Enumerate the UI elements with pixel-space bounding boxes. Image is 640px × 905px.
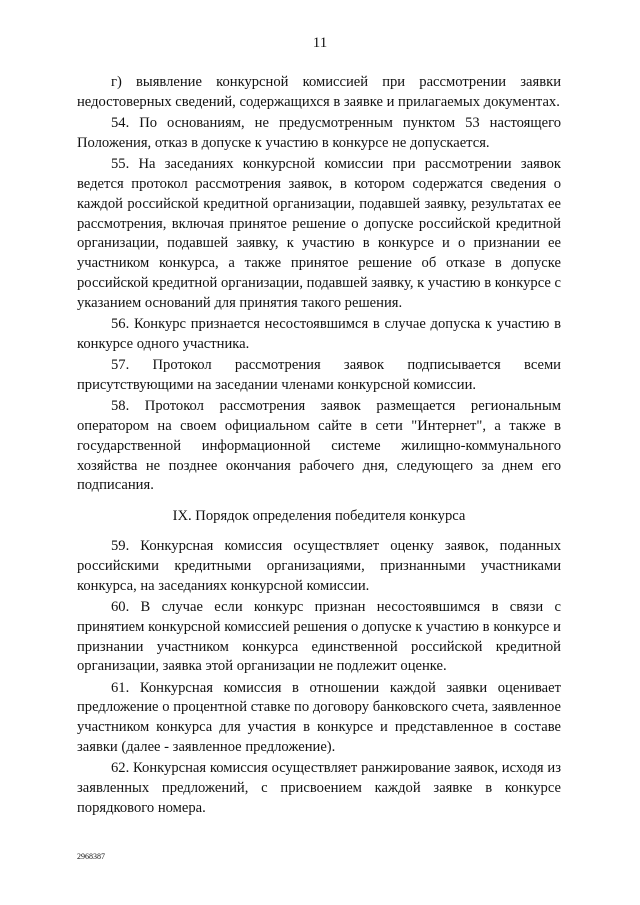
paragraph-57: 57. Протокол рассмотрения заявок подписывается всеми присутствующими на заседании членами конкурсной комиссии. (77, 357, 561, 393)
paragraph-62: 62. Конкурсная комиссия осуществляет ранжирование заявок, исходя из заявленных предложений, с присвоением каждой заявке в конкурсе порядкового номера. (77, 760, 561, 816)
section-heading: IX. Порядок определения победителя конкурса (172, 508, 466, 525)
paragraph-58: 58. Протокол рассмотрения заявок размещается региональным оператором на своем официальном сайте в сети "Интернет", а также в государственной информационной системе жилищно-коммунального хозяйства не позднее окончания рабочего дня, следующего за днем его подписания. (77, 398, 561, 494)
document-code: 2968387 (77, 852, 105, 861)
paragraph-61: 61. Конкурсная комиссия в отношении каждой заявки оценивает предложение о процентной ставке по договору банковского счета, заявленное участником конкурса для участия в конкурсе и представленное в составе заявки (далее - заявленное предложение). (77, 679, 561, 755)
paragraph-53g: г) выявление конкурсной комиссией при рассмотрении заявки недостоверных сведений, содержащихся в заявке и прилагаемых документах. (77, 74, 561, 110)
paragraph-60: 60. В случае если конкурс признан несостоявшимся в связи с принятием конкурсной комиссией решения о допуске к участию в конкурсе и признании участником конкурса единственной российской кредитной организации, заявка этой организации не подлежит оценке. (77, 598, 561, 675)
paragraph-59: 59. Конкурсная комиссия осуществляет оценку заявок, поданных российскими кредитными организациями, признанными участниками конкурса, на заседаниях конкурсной комиссии. (77, 538, 561, 594)
paragraph-56: 56. Конкурс признается несостоявшимся в случае допуска к участию в конкурсе одного участника. (77, 316, 561, 352)
paragraph-55: 55. На заседаниях конкурсной комиссии при рассмотрении заявок ведется протокол рассмотрения заявок, в котором содержатся сведения о каждой российской кредитной организации, подавшей заявку, результатах ее рассмотрения, включая принятое решение о допуске российской кредитной организации, подавшей заявку, к участию в конкурсе и о признании ее участником конкурса, а также принятое решение об отказе в допуске российской кредитной организации, подавшей заявку, к участию в конкурсе с указанием оснований для принятия такого решения. (77, 156, 561, 311)
page-number: 11 (312, 35, 328, 51)
document-body (77, 73, 561, 819)
paragraph-54: 54. По основаниям, не предусмотренным пунктом 53 настоящего Положения, отказ в допуске к участию в конкурсе не допускается. (77, 115, 561, 151)
